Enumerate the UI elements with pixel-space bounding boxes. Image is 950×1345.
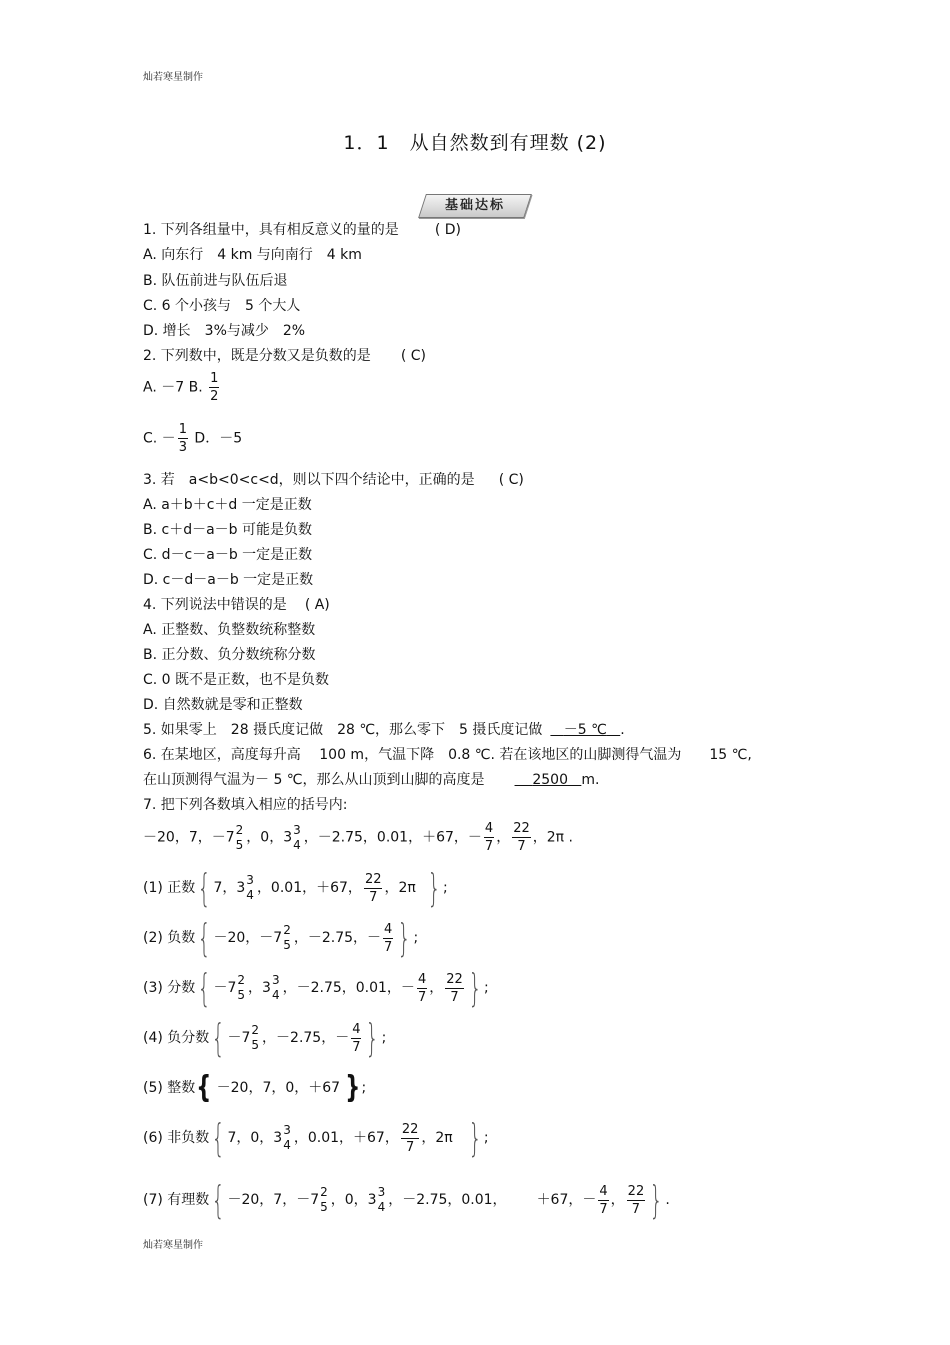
q1-option-a: A. 向东行 4 km 与向南行 4 km bbox=[143, 247, 362, 263]
q7-negative: (2) 负数{ －20，－7 2 5 ，－2.75，－ $\frac{4}{7}$ } ; bbox=[143, 916, 419, 960]
q4-option-c: C. 0 既不是正数，也不是负数 bbox=[143, 672, 330, 688]
q3-option-a: A. a＋b＋c＋d 一定是正数 bbox=[143, 497, 312, 513]
q7-rationals: (7) 有理数{ －20，7，－7 2 5 ，0，3 3 4 ，－2.75，0.01， ＋67，－ $\frac{4}{7}$ ， $\frac{22}{7}$ } . bbox=[143, 1178, 670, 1222]
q1-option-c: C. 6 个小孩与 5 个大人 bbox=[143, 298, 301, 314]
q3-option-d: D. c－d－a－b 一定是正数 bbox=[143, 572, 314, 588]
page-title: 1．1 从自然数到有理数 (2) bbox=[343, 132, 607, 154]
q1-option-d: D. 增长 3%与减少 2% bbox=[143, 323, 306, 339]
page-header: 灿若寒星制作 bbox=[143, 72, 203, 83]
q4-option-b: B. 正分数、负分数统称分数 bbox=[143, 647, 316, 663]
q3-stem: 3. 若 a<b<0<c<d，则以下四个结论中，正确的是 ( C) bbox=[143, 472, 524, 488]
q4-stem: 4. 下列说法中错误的是 ( A) bbox=[143, 597, 330, 613]
q7-stem: 7. 把下列各数填入相应的括号内: bbox=[143, 797, 348, 813]
fraction: $\frac{4}{7}$ bbox=[484, 821, 494, 854]
q2-options-ab: A. －7 B. $\frac{1}{2}$ bbox=[143, 371, 219, 404]
fraction: $\frac{1}{3}$ bbox=[178, 422, 187, 455]
mixed-number: 2 5 bbox=[235, 822, 244, 852]
q2-answer: ( C) bbox=[400, 348, 426, 364]
q5: 5. 如果零上 28 摄氏度记做 28 ℃，那么零下 5 摄氏度记做 －5 ℃ . bbox=[143, 722, 625, 738]
q1-stem: 1. 下列各组量中，具有相反意义的量的是 ( D) bbox=[143, 222, 461, 238]
q7-negative-fractions: (4) 负分数{ －7 2 5 ，－2.75，－ $\frac{4}{7}$ } ; bbox=[143, 1016, 387, 1060]
q1-answer: ( D) bbox=[434, 222, 461, 238]
q7-positive: (1) 正数{ 7，3 3 4 ，0.01，＋67， $\frac{22}{7}$ ，2π } ; bbox=[143, 866, 448, 910]
q4-answer: ( A) bbox=[304, 597, 330, 613]
mixed-number: 3 4 bbox=[293, 822, 301, 852]
section-badge bbox=[418, 194, 532, 218]
q4-option-a: A. 正整数、负整数统称整数 bbox=[143, 622, 316, 638]
q2-stem: 2. 下列数中，既是分数又是负数的是 ( C) bbox=[143, 348, 426, 364]
q7-integers: (5) 整数{ －20，7，0，＋67 }; bbox=[143, 1070, 367, 1105]
q6-answer: 2500 bbox=[532, 772, 568, 788]
q6-line2: 在山顶测得气温为－ 5 ℃，那么从山顶到山脚的高度是 2500 m. bbox=[143, 772, 600, 788]
section-badge-label: 基础达标 bbox=[444, 198, 505, 213]
q7-number-list: －20，7，－7 2 5 ，0，3 3 4 ，－2.75，0.01，＋67，－ $\frac{4}{7}$ ， $\frac{22}{7}$ ，2π . bbox=[143, 821, 573, 854]
q7-non-negative: (6) 非负数{ 7，0，3 3 4 ，0.01，＋67， $\frac{22}{7}$ ，2π } ; bbox=[143, 1116, 489, 1160]
q3-option-b: B. c＋d－a－b 可能是负数 bbox=[143, 522, 313, 538]
fraction: $\frac{22}{7}$ bbox=[513, 821, 530, 854]
q3-option-c: C. d－c－a－b 一定是正数 bbox=[143, 547, 313, 563]
fraction: $\frac{1}{2}$ bbox=[210, 371, 219, 404]
q5-answer: －5 ℃ bbox=[563, 722, 607, 738]
q6-line1: 6. 在某地区，高度每升高 100 m，气温下降 0.8 ℃. 若在该地区的山脚测得气温为 15 ℃, bbox=[143, 747, 752, 763]
q1-option-b: B. 队伍前进与队伍后退 bbox=[143, 273, 288, 289]
page-footer: 灿若寒星制作 bbox=[143, 1240, 203, 1251]
q3-answer: ( C) bbox=[498, 472, 524, 488]
q4-option-d: D. 自然数就是零和正整数 bbox=[143, 697, 303, 713]
q7-fractions: (3) 分数{ －7 2 5 ，3 3 4 ，－2.75，0.01，－ $\frac{4}{7}$ ， $\frac{22}{7}$ } ; bbox=[143, 966, 489, 1010]
q2-options-cd: C. － $\frac{1}{3}$ D．－5 bbox=[143, 422, 243, 455]
